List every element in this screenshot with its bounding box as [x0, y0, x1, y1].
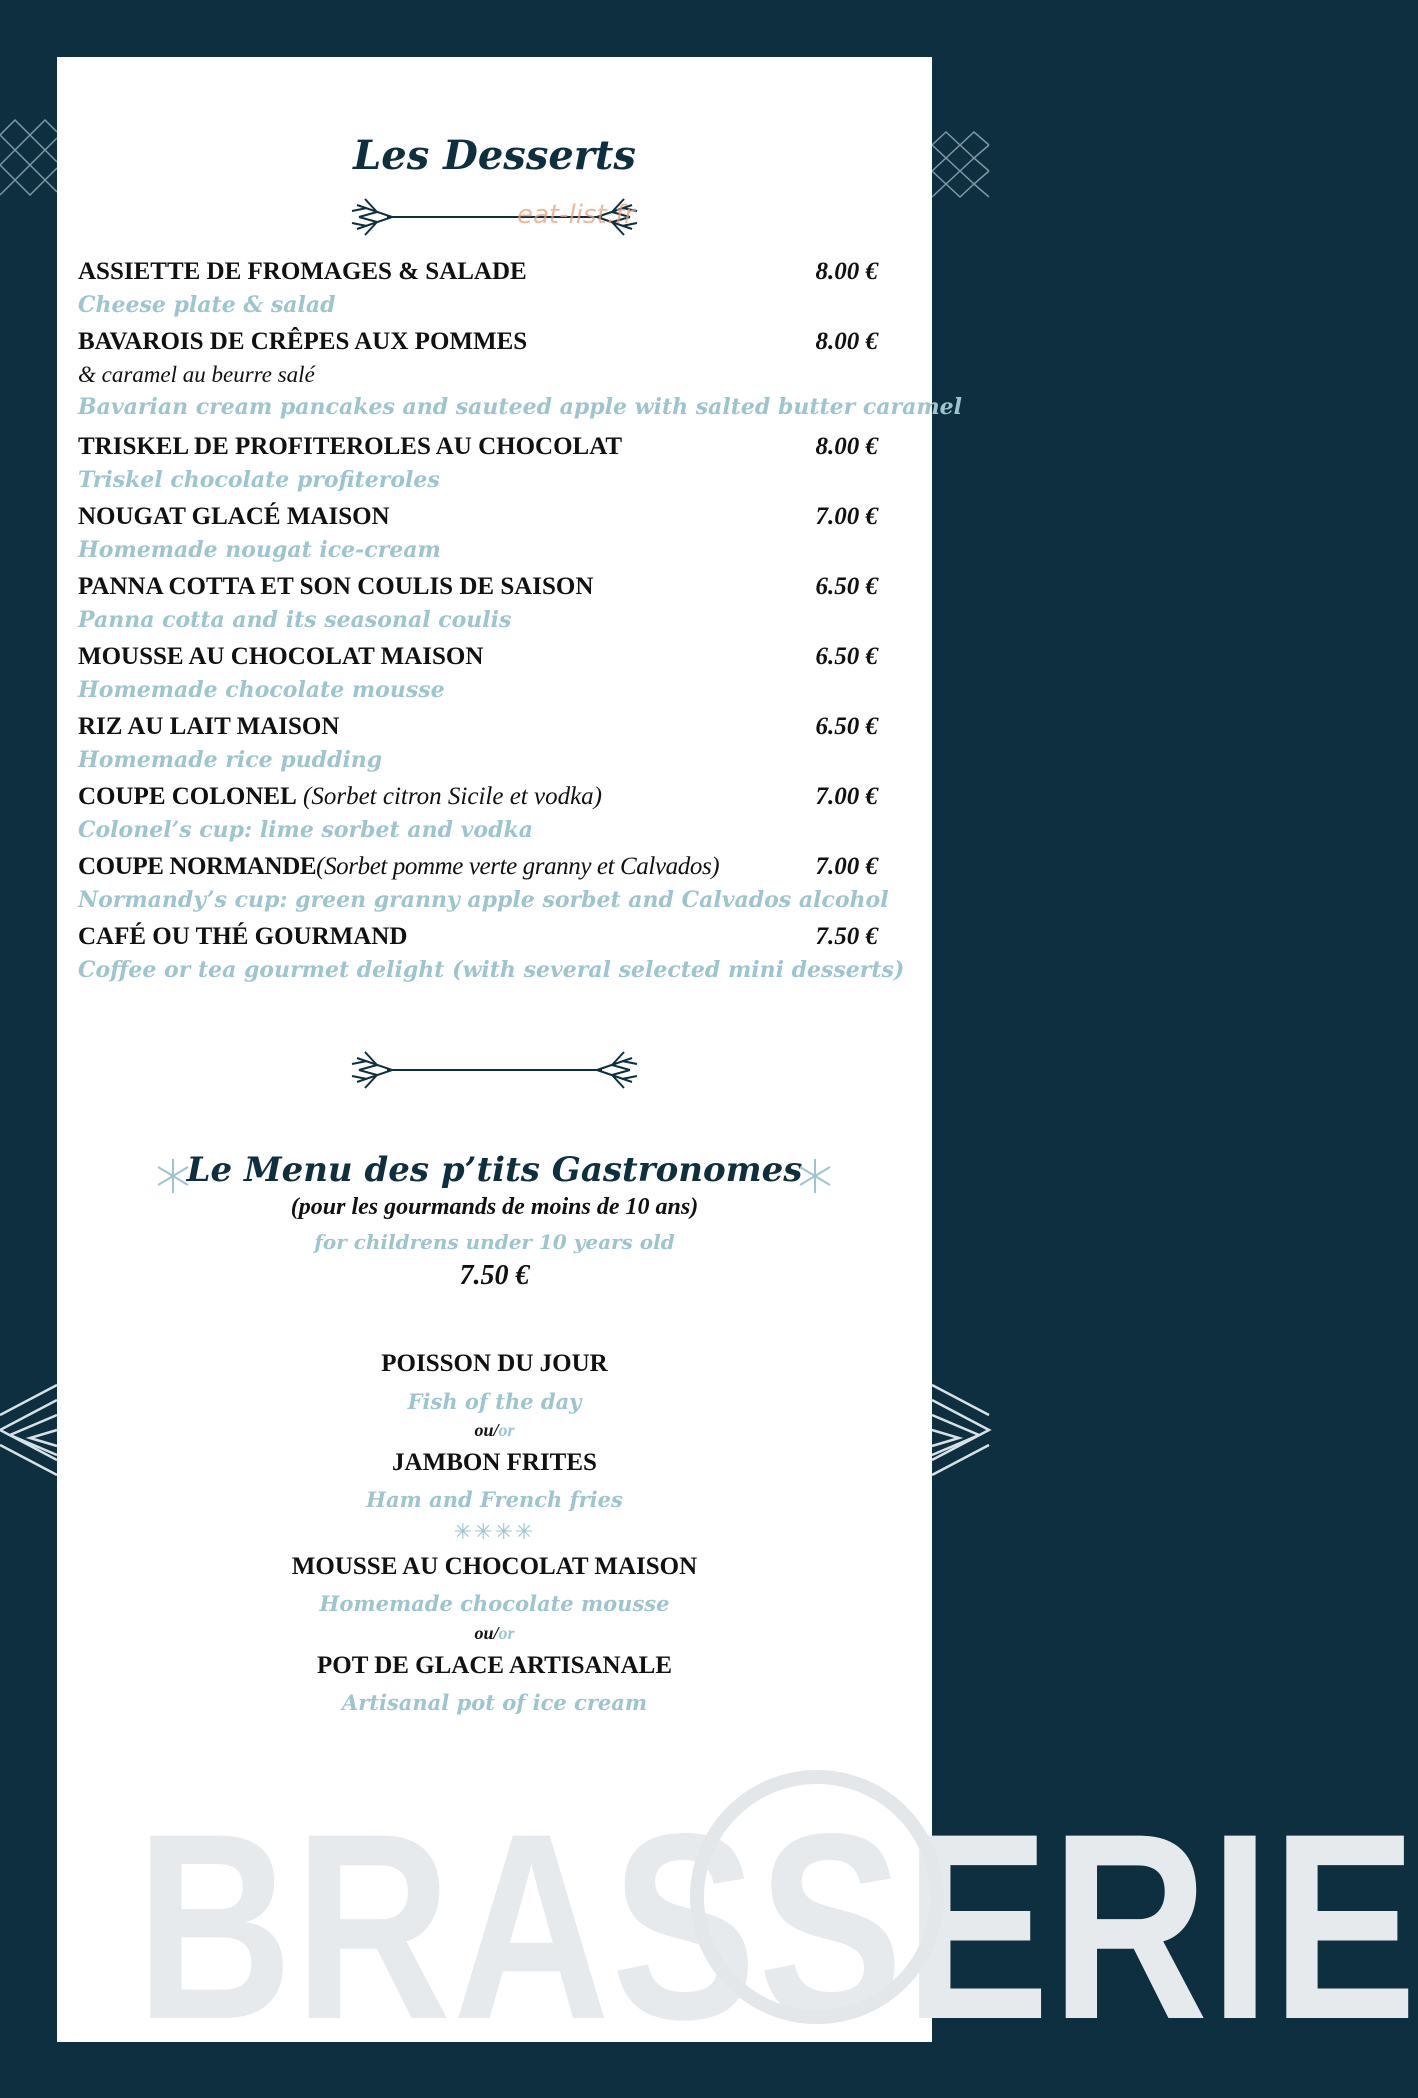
dessert-item [78, 850, 889, 916]
kids-menu-title: Le Menu des p’tits Gastronomes [186, 1150, 803, 1190]
kids-dessert-1: MOUSSE AU CHOCOLAT MAISON [291, 1553, 698, 1580]
dessert-price: 7.00 € [815, 503, 878, 530]
dessert-name: COUPE COLONEL [78, 783, 297, 810]
dessert-price: 6.50 € [815, 713, 878, 740]
chevron-pattern-left [0, 1380, 57, 1480]
dessert-item [78, 570, 878, 636]
dessert-name: ASSIETTE DE FROMAGES & SALADE [78, 258, 527, 285]
dessert-english: Homemade nougat ice-cream [78, 537, 441, 563]
dessert-item [78, 430, 878, 496]
dessert-price: 7.00 € [815, 783, 878, 810]
kids-dessert-1-english: Homemade chocolate mousse [319, 1591, 670, 1616]
snowflake-icon [798, 1157, 832, 1195]
dessert-name-detail: (Sorbet citron Sicile et vodka) [296, 783, 603, 810]
dessert-item [78, 500, 878, 566]
circle-decoration [877, 1747, 932, 2047]
dessert-price: 6.50 € [815, 643, 878, 670]
dessert-english: Coffee or tea gourmet delight (with several selected mini desserts) [78, 957, 905, 983]
kids-dish-2-english: Ham and French fries [366, 1487, 623, 1512]
kids-menu-price: 7.50 € [459, 1260, 530, 1291]
kids-or-separator: ou/or [474, 1420, 515, 1440]
dessert-item [78, 710, 878, 776]
brasserie-background-text: BRASSERIE [135, 1779, 1418, 2075]
dessert-price: 8.00 € [815, 328, 878, 355]
kids-or-separator: ou/or [474, 1623, 515, 1643]
kids-dish-1-english: Fish of the day [407, 1389, 582, 1414]
kids-dish-1: POISSON DU JOUR [381, 1350, 608, 1377]
kids-menu-english: for childrens under 10 years old [314, 1230, 675, 1254]
watermark: eat-list.fr [517, 200, 635, 230]
dessert-price: 7.50 € [815, 923, 878, 950]
dessert-name: COUPE NORMANDE [78, 853, 317, 880]
dessert-price: 8.00 € [815, 433, 878, 460]
dessert-item [78, 640, 878, 706]
dessert-name: MOUSSE AU CHOCOLAT MAISON [78, 643, 484, 670]
dessert-subtitle: & caramel au beurre salé [78, 362, 315, 387]
dessert-english: Bavarian cream pancakes and sauteed apple with salted butter caramel [78, 394, 963, 420]
dessert-item [78, 325, 963, 423]
dessert-name: PANNA COTTA ET SON COULIS DE SAISON [78, 573, 594, 600]
dessert-name: NOUGAT GLACÉ MAISON [78, 503, 390, 530]
chevron-pattern-right [932, 1380, 989, 1480]
dessert-english: Normandy’s cup: green granny apple sorbet and Calvados alcohol [78, 887, 889, 913]
dessert-name: RIZ AU LAIT MAISON [78, 713, 340, 740]
dessert-english: Colonel’s cup: lime sorbet and vodka [78, 817, 533, 843]
dessert-item [78, 780, 878, 846]
diamond-pattern-left [0, 115, 57, 205]
kids-dessert-2-english: Artisanal pot of ice cream [341, 1690, 648, 1715]
dessert-english: Triskel chocolate profiteroles [78, 467, 440, 493]
dessert-name-detail: (Sorbet pomme verte granny et Calvados) [316, 853, 720, 880]
dessert-english: Panna cotta and its seasonal coulis [78, 607, 512, 633]
dessert-name: BAVAROIS DE CRÊPES AUX POMMES [78, 328, 528, 355]
kids-dessert-2: POT DE GLACE ARTISANALE [317, 1652, 672, 1679]
dessert-price: 6.50 € [815, 573, 878, 600]
kids-dish-2: JAMBON FRITES [392, 1449, 597, 1476]
kids-menu-subtitle: (pour les gourmands de moins de 10 ans) [290, 1194, 699, 1220]
dessert-price: 8.00 € [815, 258, 878, 285]
dessert-english: Cheese plate & salad [78, 292, 336, 318]
dessert-item [78, 920, 905, 986]
desserts-title: Les Desserts [353, 132, 636, 179]
dessert-english: Homemade chocolate mousse [78, 677, 445, 703]
menu-card [57, 57, 1418, 2075]
diamond-pattern-right [932, 130, 989, 210]
branch-divider-middle [347, 1050, 642, 1090]
dessert-name: CAFÉ OU THÉ GOURMAND [78, 923, 408, 950]
dessert-english: Homemade rice pudding [78, 747, 383, 773]
kids-star-separator: ✳✳✳✳ [453, 1519, 536, 1544]
dessert-name: TRISKEL DE PROFITEROLES AU CHOCOLAT [78, 433, 623, 460]
dessert-price: 7.00 € [815, 853, 878, 880]
dessert-item [78, 255, 878, 321]
